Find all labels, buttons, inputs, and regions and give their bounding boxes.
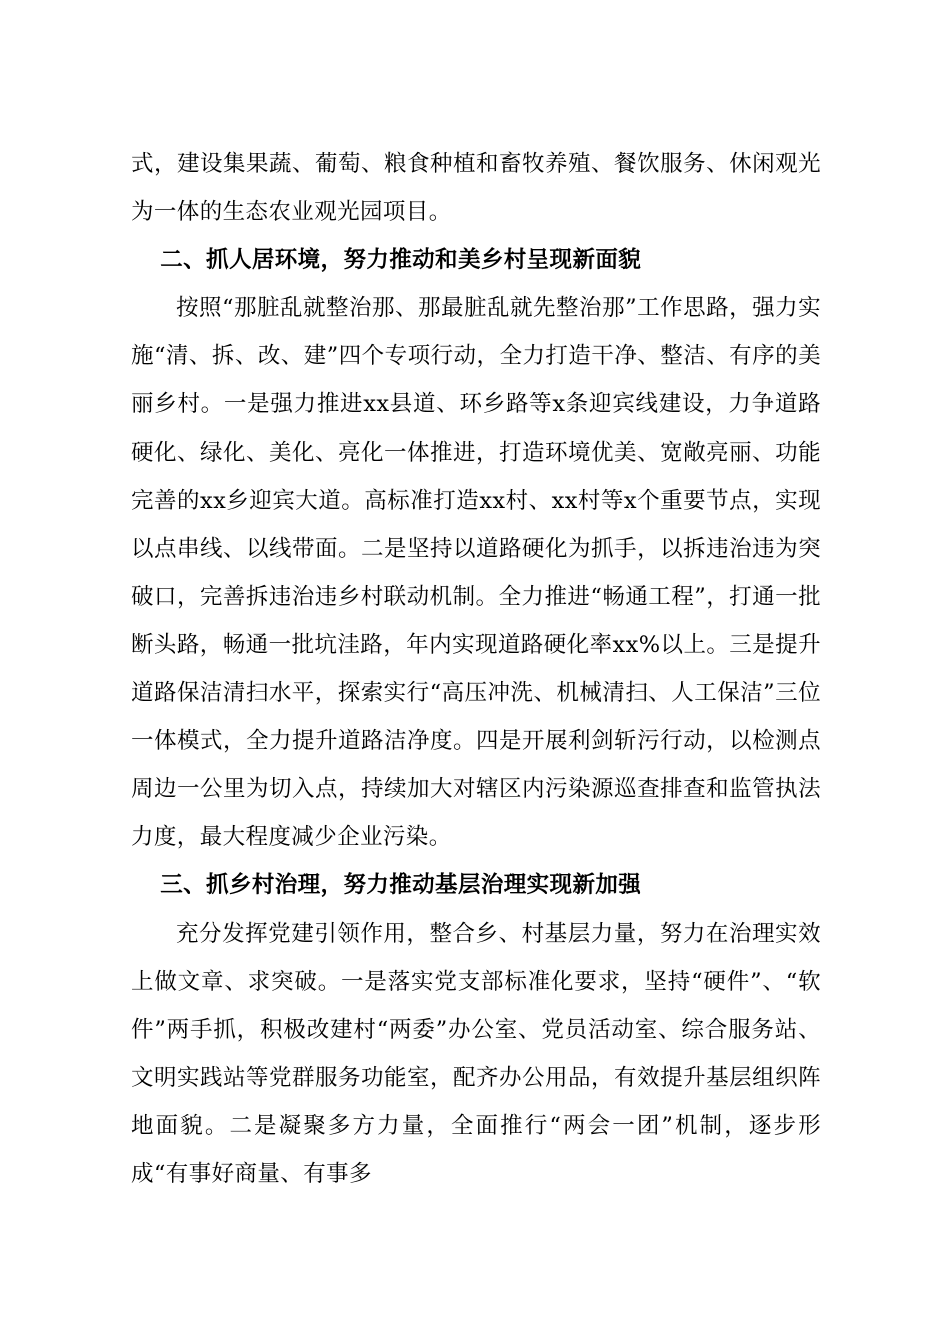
document-body: [131, 140, 821, 1198]
paragraph-rural-governance: 充分发挥党建引领作用，整合乡、村基层力量，努力在治理实效上做文章、求突破。一是落实党支部标准化要求，坚持“硬件”、“软件”两手抓，积极改建村“两委”办公室、党员活动室、综合服务站、文明实践站等党群服务功能室，配齐办公用品，有效提升基层组织阵地面貌。二是凝聚多方力量，全面推行“两会一团”机制，逐步形成“有事好商量、有事多: [131, 920, 821, 1187]
section-heading-2: 二、抓人居环境，努力推动和美乡村呈现新面貌: [160, 247, 642, 274]
section-heading-3: 三、抓乡村治理，努力推动基层治理实现新加强: [160, 872, 642, 899]
paragraph-continuation: 式，建设集果蔬、葡萄、粮食种植和畜牧养殖、餐饮服务、休闲观光为一体的生态农业观光园项目。: [131, 151, 821, 226]
paragraph-living-environment: 按照“那脏乱就整治那、那最脏乱就先整治那”工作思路，强力实施“清、拆、改、建”四个专项行动，全力打造干净、整洁、有序的美丽乡村。一是强力推进xx县道、环乡路等x条迎宾线建设，力争道路硬化、绿化、美化、亮化一体推进，打造环境优美、宽敞亮丽、功能完善的xx乡迎宾大道。高标准打造xx村、xx村等x个重要节点，实现以点串线、以线带面。二是坚持以道路硬化为抓手，以拆违治违为突破口，完善拆违治违乡村联动机制。全力推进“畅通工程”，打通一批断头路，畅通一批坑洼路，年内实现道路硬化率xx%以上。三是提升道路保洁清扫水平，探索实行“高压冲洗、机械清扫、人工保洁”三位一体模式，全力提升道路洁净度。四是开展利剑斩污行动，以检测点周边一公里为切入点，持续加大对辖区内污染源巡查排查和监管执法力度，最大程度减少企业污染。: [131, 295, 821, 851]
